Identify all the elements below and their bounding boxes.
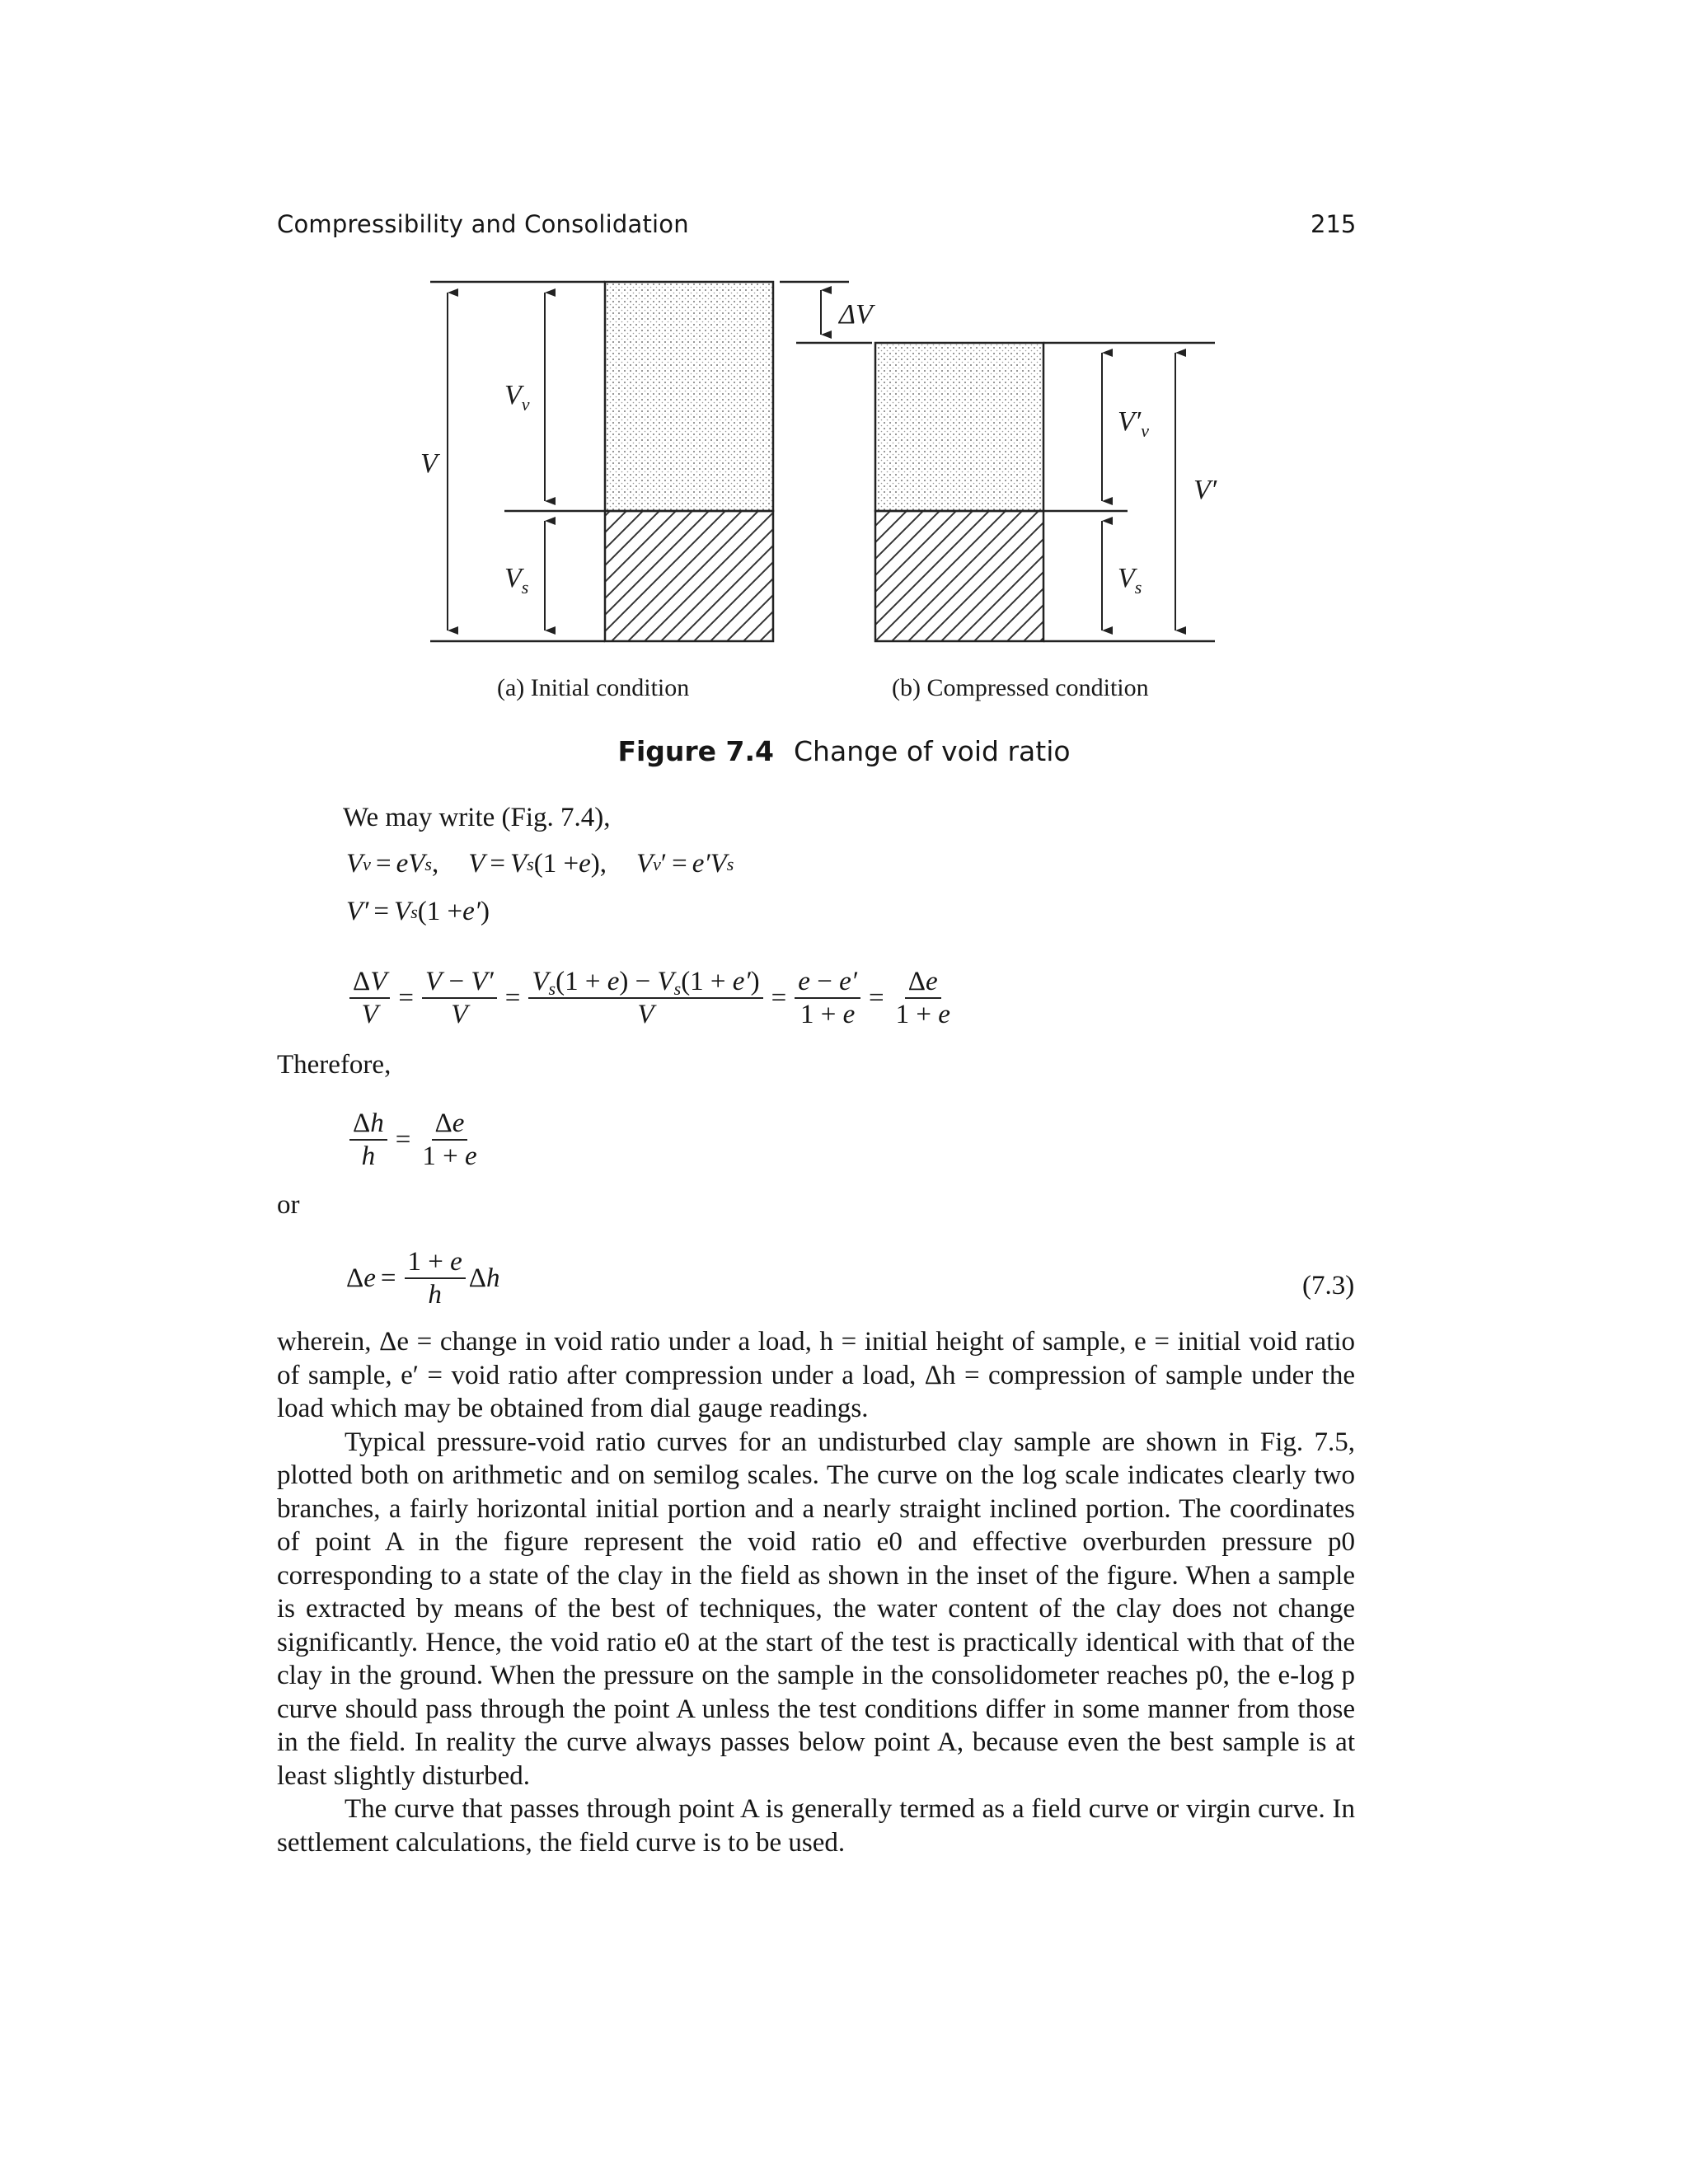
void-region-a	[605, 282, 773, 511]
void-region-b	[875, 343, 1043, 511]
subcaption-b: (b) Compressed condition	[892, 674, 1149, 701]
equation-delta-h-over-h: $\frac{\Delta h}{h}$ = $\frac{\Delta e}{1 + e}$	[346, 1108, 484, 1172]
body-text	[277, 1325, 1355, 1859]
paragraph-pressure-void-curves: Typical pressure-void ratio curves for an undisturbed clay sample are shown in Fig. 7.5, plotted both on arithmetic and on semilog scales. The curve on the log scale indicates clearly two branches, a fairly horizontal initial portion and a nearly straight inclined portion. The coordinates of point A in the figure represent the void ratio e0 and effective overburden pressure p0 corresponding to a state of the clay in the field as shown in the inset of the figure. When a sample is extracted by means of the best of techniques, the water content of the clay does not change significantly. Hence, the void ratio e0 at the start of the test is practically identical with that of the clay in the ground. When the pressure on the sample in the consolidometer reaches p0, the e-log p curve should pass through the point A unless the test conditions differ in some manner from those in the field. In reality the curve always passes below point A, because even the best sample is at least slightly disturbed.	[277, 1427, 1355, 1791]
label-delta-V: ΔV	[839, 299, 873, 330]
therefore-text: Therefore,	[277, 1050, 392, 1080]
compressed-condition-diagram	[875, 343, 1217, 701]
label-Vv-prime: $V'_v$	[1118, 406, 1149, 441]
paragraph-definitions: wherein, Δe = change in void ratio under a load, h = initial height of sample, e = initial void ratio of sample, e′ = void ratio after compression under a load, Δh = compression of sample under the load which may be obtained from dial gauge readings.	[277, 1327, 1355, 1423]
equation-relations-2: V′ = V s (1 + e′ )	[346, 897, 490, 926]
equation-relations-1: V v = eV s , V = V s (1 + e ), V v ′ = e′V s	[346, 849, 734, 879]
figure-caption-text: Change of void ratio	[794, 735, 1071, 767]
equation-7-3: Δe = $\frac{1 + e}{h}$ Δh	[346, 1247, 500, 1310]
or-text: or	[277, 1190, 300, 1220]
solid-region-b	[875, 511, 1043, 641]
initial-condition-diagram	[420, 282, 773, 701]
intro-text: We may write (Fig. 7.4),	[343, 803, 611, 832]
figure-caption	[0, 735, 1688, 767]
page-number: 215	[1311, 210, 1357, 238]
equation-number-7-3: (7.3)	[1302, 1271, 1355, 1301]
subcaption-a: (a) Initial condition	[497, 674, 690, 701]
label-V: V	[420, 448, 438, 479]
delta-v-indicator	[780, 282, 876, 343]
paragraph-field-curve: The curve that passes through point A is generally termed as a field curve or virgin curve. In settlement calculations, the field curve is to be used.	[277, 1794, 1355, 1858]
figure-caption-number: Figure 7.4	[617, 735, 775, 767]
label-Vv: $V_v$	[504, 380, 530, 415]
label-V-prime: V′	[1193, 475, 1217, 505]
label-Vs-b: $V_s$	[1118, 563, 1142, 598]
solid-region-a	[605, 511, 773, 641]
label-Vs-a: $V_s$	[504, 563, 529, 598]
equation-delta-v-over-v: $\frac{\Delta V}{V}$ = $\frac{V - V'}{V}$ = $\frac{V_s(1 + e) - V_s(1 + e')}{V}$ = $\frac{e - e'}{1 + e}$ = $\frac{\Delta e}{1 + e}$	[346, 966, 957, 1030]
running-head: Compressibility and Consolidation	[277, 210, 689, 238]
